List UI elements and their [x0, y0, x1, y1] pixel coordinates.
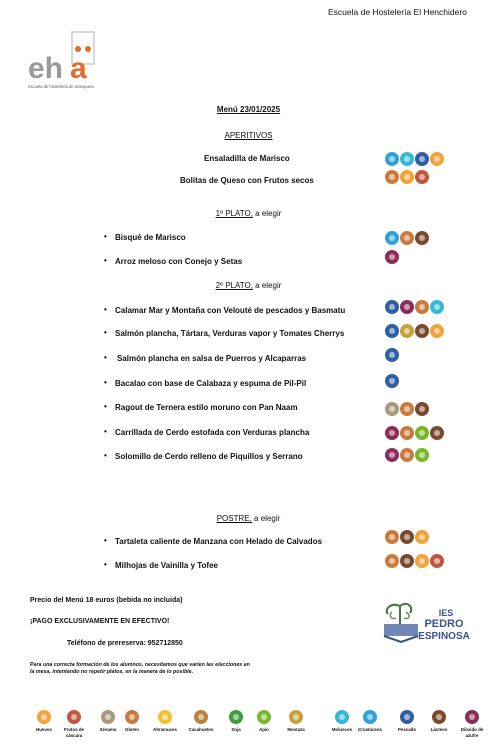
postre-heading: POSTRE, a elegir	[216, 514, 281, 523]
bullet: •	[104, 536, 107, 545]
legend-label: Mostaza	[287, 727, 305, 732]
fish-icon	[415, 152, 429, 166]
allergen-icons	[385, 250, 399, 264]
legend-label: Gluten	[125, 727, 139, 732]
svg-text:a: a	[70, 52, 87, 85]
svg-text:PEDRO: PEDRO	[424, 618, 464, 630]
legend-item	[278, 710, 314, 733]
fish-icon	[400, 710, 414, 724]
legend-item	[56, 710, 92, 738]
legend-label: Soja	[231, 727, 241, 732]
dish-name: Milhojas de Vainilla y Tofee	[115, 561, 218, 570]
egg-icon	[430, 324, 444, 338]
dish-name: Solomillo de Cerdo relleno de Piquillos y Serrano	[115, 452, 303, 461]
legend-item	[246, 710, 282, 733]
celery-icon	[257, 710, 271, 724]
egg-icon	[37, 710, 51, 724]
bullet: •	[104, 560, 107, 569]
legend-item	[454, 710, 490, 738]
sulfites-icon	[465, 710, 479, 724]
gluten-icon	[385, 170, 399, 184]
celery-icon	[415, 448, 429, 462]
logo-caption: escuela de hostelería de antequera	[28, 84, 94, 89]
egg-icon	[400, 170, 414, 184]
legend-label: Apio	[259, 727, 269, 732]
allergen-icons	[385, 448, 429, 462]
bullet: •	[104, 402, 107, 411]
gluten-icon	[400, 426, 414, 440]
payment-text: ¡PAGO EXCLUSIVAMENTE EN EFECTIVO!	[30, 618, 170, 625]
gluten-icon	[400, 231, 414, 245]
egg-icon	[415, 530, 429, 544]
primero-heading: 1º PLATO, a elegir	[215, 209, 282, 218]
legend-item	[352, 710, 388, 733]
legend-label: Crustáceos	[358, 727, 382, 732]
molluscs-icon	[335, 710, 349, 724]
crustaceans-icon	[385, 152, 399, 166]
segundo-heading: 2º PLATO, a elegir	[215, 281, 282, 290]
sulfites-icon	[400, 300, 414, 314]
bullet: •	[104, 378, 107, 387]
legend-label: Huevos	[36, 727, 52, 732]
price-text: Precio del Menú 18 euros (bebida no incluida)	[30, 597, 183, 604]
gluten-icon	[415, 300, 429, 314]
dish-name: Salmón plancha, Tártara, Verduras vapor y Tomates Cherrys	[115, 329, 345, 338]
allergen-icons	[385, 170, 429, 184]
legend-item	[389, 710, 425, 733]
dairy-icon	[430, 426, 444, 440]
gluten-icon	[385, 530, 399, 544]
molluscs-icon	[400, 152, 414, 166]
bullet: •	[104, 427, 107, 436]
bullet: •	[104, 256, 107, 265]
crustaceans-icon	[363, 710, 377, 724]
allergen-icons	[385, 231, 429, 245]
legend-label: Pescado	[397, 727, 417, 732]
legend-label: Moluscos	[331, 727, 353, 732]
students-note: Para una correcta formación de los alumnos, necesitamos que varíen las elecciones en la mesa, intentando no repetir platos, en la manera de lo posible.	[30, 662, 250, 675]
school-name: Escuela de Hostelería El Henchidero	[328, 7, 467, 17]
molluscs-icon	[430, 300, 444, 314]
gluten-icon	[400, 402, 414, 416]
sulfites-icon	[385, 250, 399, 264]
legend-item	[114, 710, 150, 733]
sesame-icon	[101, 710, 115, 724]
legend-label: Altramuces	[153, 727, 177, 732]
bullet: •	[104, 328, 107, 337]
bullet: •	[104, 232, 107, 241]
fish-icon	[385, 324, 399, 338]
bullet: •	[104, 305, 107, 314]
nuts-icon	[415, 170, 429, 184]
crustaceans-icon	[385, 231, 399, 245]
school-logo	[28, 30, 124, 92]
dish-name: Carrillada de Cerdo estofada con Verduras plancha	[115, 428, 310, 437]
dish-name: Bolitas de Queso con Frutos secos	[180, 176, 314, 185]
bullet: •	[104, 451, 107, 460]
svg-text:eh: eh	[28, 52, 64, 85]
allergen-icons	[385, 324, 444, 338]
mustard-icon	[289, 710, 303, 724]
bullet: •	[104, 353, 107, 362]
legend-label: Dióxido de azufre	[460, 727, 484, 738]
allergen-icons	[385, 402, 429, 416]
legend-label: Cacahuetes	[188, 727, 214, 732]
sulfites-icon	[385, 426, 399, 440]
dish-name: Calamar Mar y Montaña con Velouté de pescados y Basmatu	[115, 306, 346, 315]
dairy-icon	[415, 402, 429, 416]
soy-icon	[229, 710, 243, 724]
allergen-icons	[385, 300, 444, 314]
svg-text:ESPINOSA: ESPINOSA	[418, 631, 470, 642]
dish-name: Ragout de Ternera estilo moruno con Pan Naam	[115, 403, 298, 412]
celery-icon	[415, 426, 429, 440]
allergen-icons	[385, 348, 399, 362]
peanuts-icon	[194, 710, 208, 724]
allergen-icons	[385, 426, 444, 440]
aperitivos-heading: APERITIVOS	[224, 131, 273, 140]
legend-item	[147, 710, 183, 733]
ies-pedro-espinosa-logo	[380, 600, 470, 646]
allergen-icons	[385, 530, 429, 544]
dish-name: Tartaleta caliente de Manzana con Helado de Calvados	[115, 537, 323, 546]
dairy-icon	[415, 231, 429, 245]
legend-label: Sésamo	[99, 727, 117, 732]
dairy-icon	[432, 710, 446, 724]
sesame-icon	[385, 402, 399, 416]
nuts-icon	[67, 710, 81, 724]
legend-item	[421, 710, 457, 733]
dairy-icon	[400, 554, 414, 568]
svg-text:IES: IES	[438, 608, 454, 618]
fish-icon	[385, 348, 399, 362]
dish-name: Arroz meloso con Conejo y Setas	[115, 257, 243, 266]
dairy-icon	[415, 324, 429, 338]
legend-label: Lácteos	[430, 727, 448, 732]
phone-text: Teléfono de prereserva: 952712850	[67, 640, 183, 647]
allergen-icons	[385, 554, 444, 568]
fish-icon	[385, 300, 399, 314]
egg-icon	[415, 554, 429, 568]
gluten-icon	[400, 448, 414, 462]
dish-name: Salmón plancha en salsa de Puerros y Alcaparras	[117, 354, 307, 363]
legend-label: Frutos de cáscara	[63, 727, 84, 738]
allergen-icons	[385, 152, 444, 166]
legend-item	[183, 710, 219, 733]
allergen-icons	[385, 374, 399, 388]
gluten-icon	[385, 554, 399, 568]
nuts-icon	[430, 554, 444, 568]
dairy-icon	[400, 530, 414, 544]
sulfites-icon	[385, 448, 399, 462]
dish-name: Bacalao con base de Calabaza y espuma de Pil-Pil	[115, 379, 307, 388]
lupin-icon	[158, 710, 172, 724]
fish-icon	[385, 374, 399, 388]
dish-name: Bisqué de Marisco	[115, 233, 186, 242]
menu-title: Menú 23/01/2025	[216, 105, 281, 114]
dish-name: Ensaladilla de Marisco	[204, 154, 290, 163]
egg-icon	[430, 152, 444, 166]
gluten-icon	[125, 710, 139, 724]
mustard-icon	[400, 324, 414, 338]
